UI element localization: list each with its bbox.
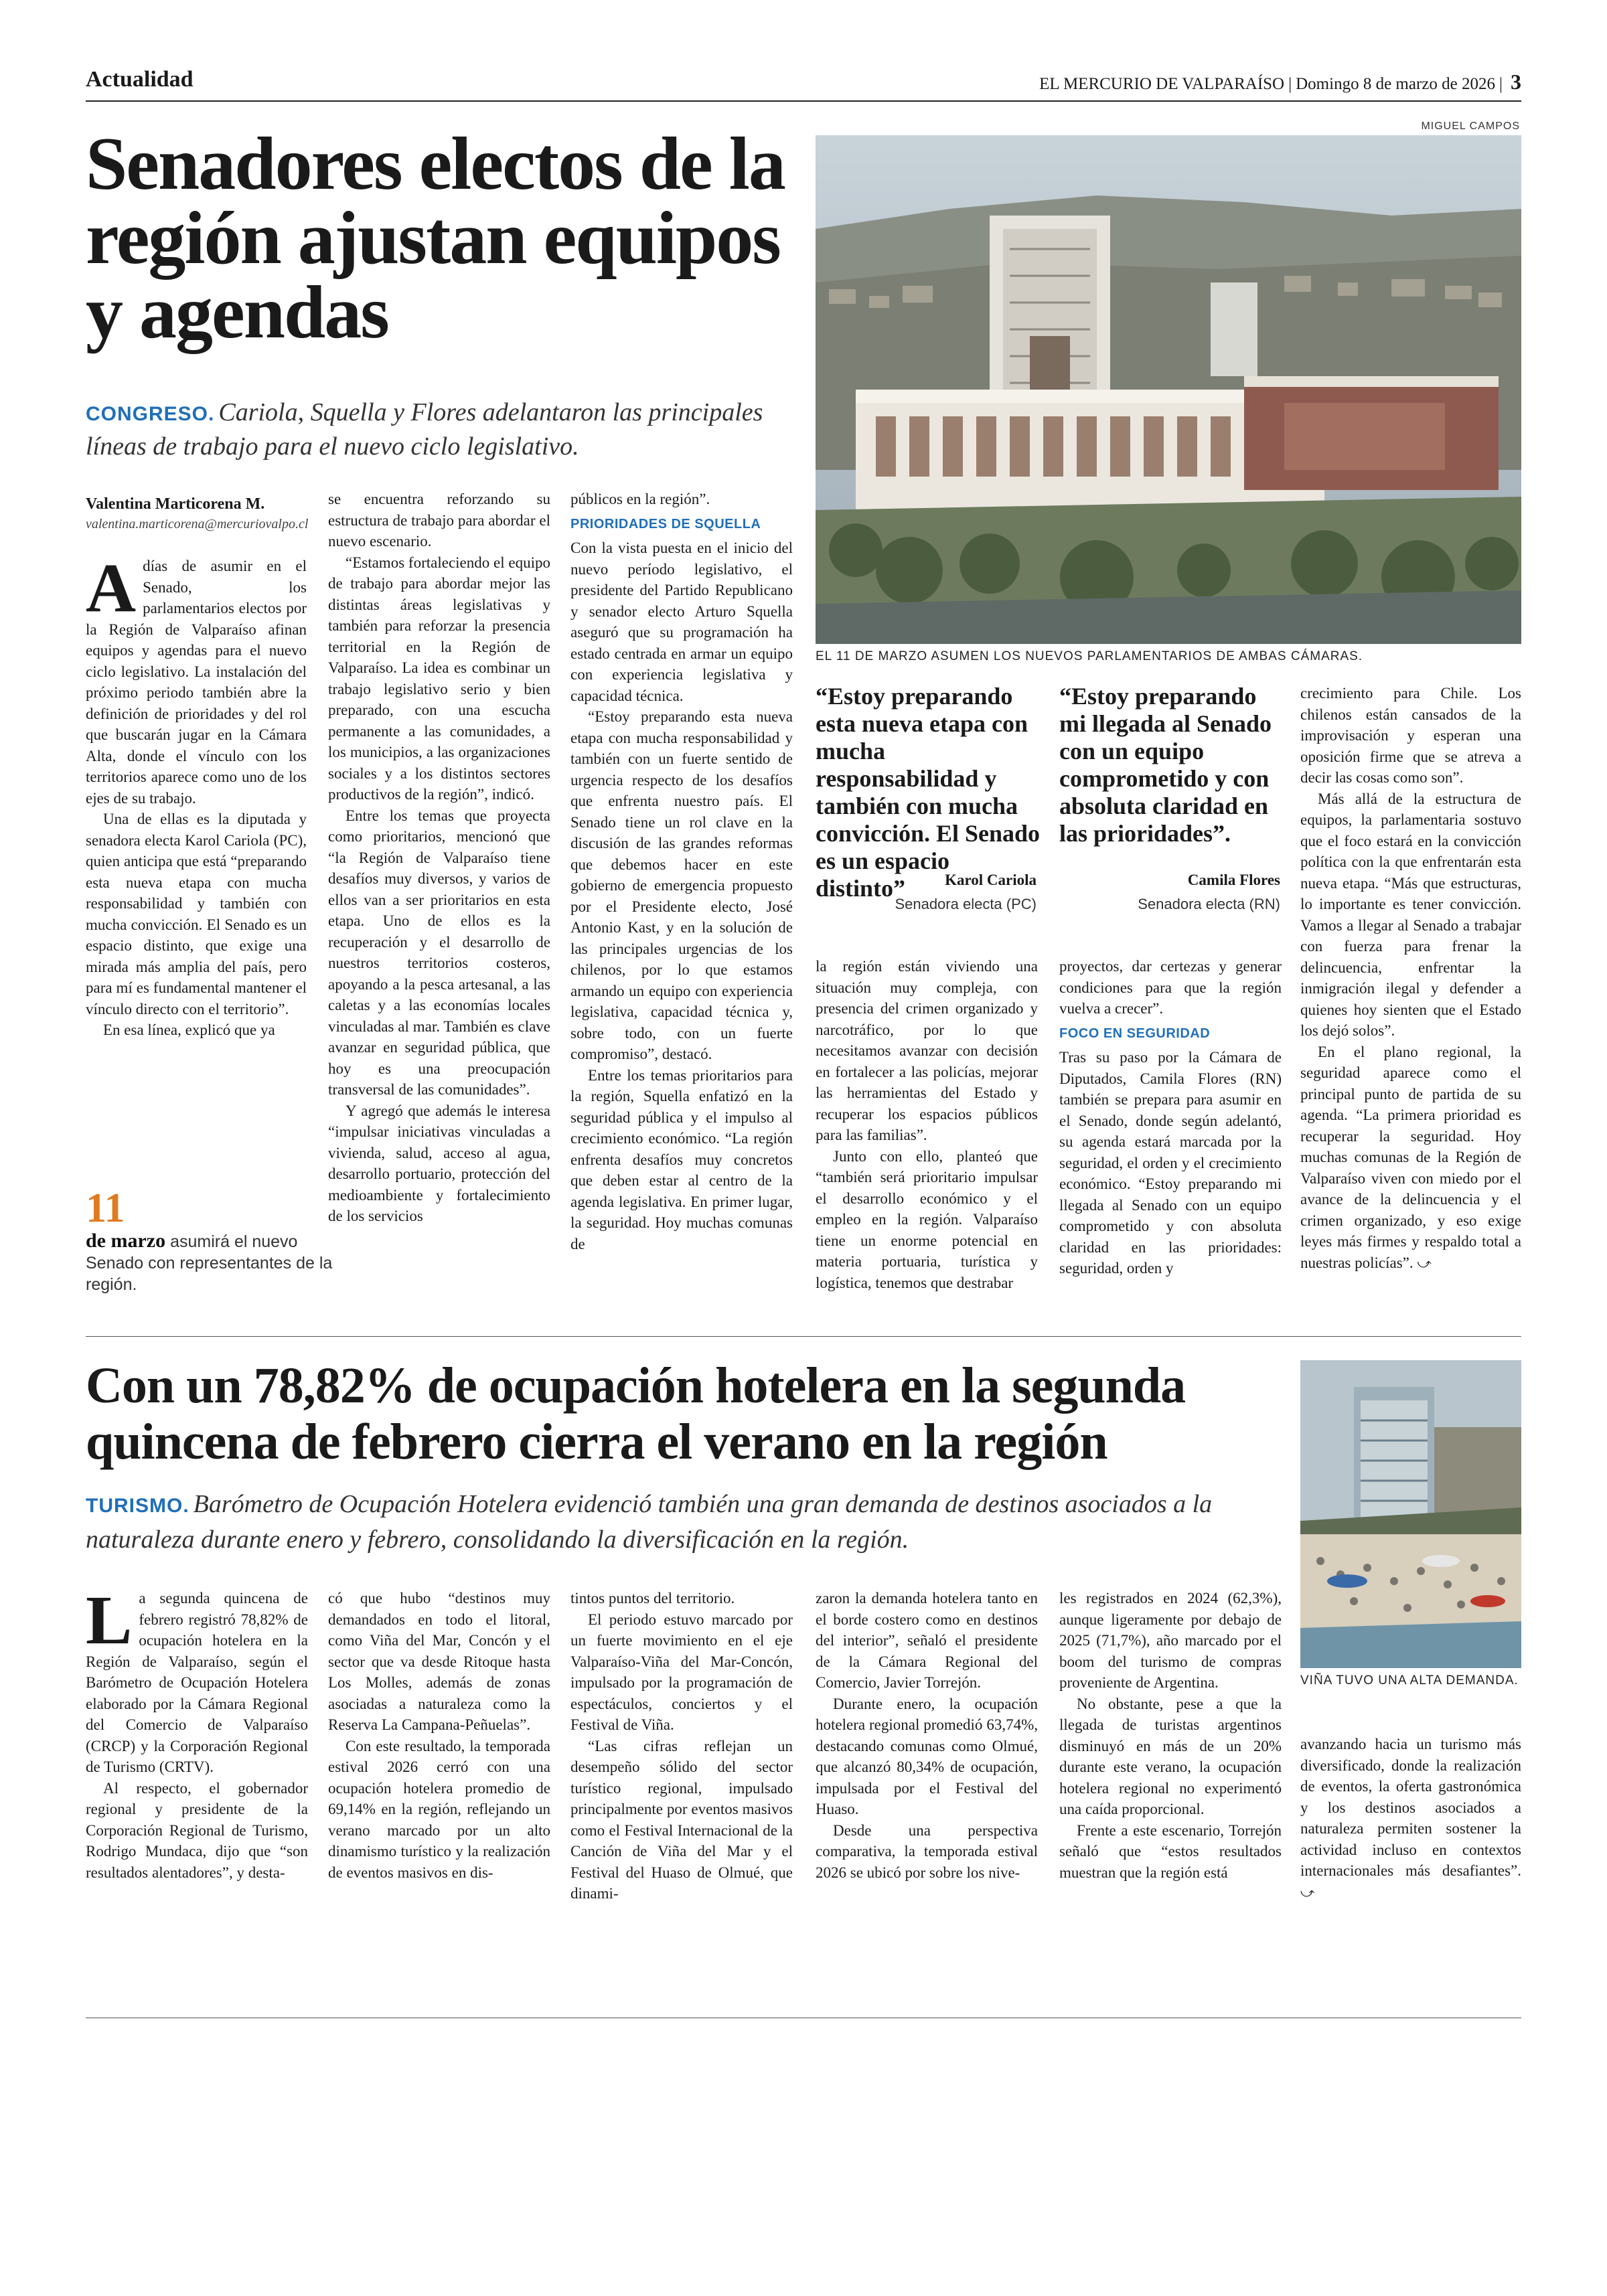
article2-col1-para1	[86, 1582, 308, 1778]
article1-col4-para1: la región están viviendo una situación muy compleja, con presencia del crimen organizado y narcotráfico, por lo que necesitamos avanzar con decisión en fortalecer a las policías, mejorar las herramientas del Estado y recuperar los espacios públicos para las familias”.	[816, 958, 1038, 1143]
article1-col1-para1	[86, 550, 307, 809]
dropcap: A	[86, 550, 137, 627]
quote-cariola-role: Senadora electa (PC)	[895, 896, 1037, 912]
quote-flores-name: Camila Flores	[1187, 872, 1280, 888]
article2-column-6	[1300, 1734, 1521, 1903]
article1-col6-para2: Más allá de la estructura de equipos, la parlamentaria sostuvo que el foco estará en la convicción política con la que enfrentarán esta nueva etapa. “Más que estructuras, lo importante es tener convicción. Vamos a llegar al Senado a trabajar con fuerza para frenar la delincuencia, enfrentar la inmigración ilegal y defender a quienes hoy sienten que el Estado los dejó solos”.	[1300, 790, 1521, 1039]
article1-col2-para4: Y agregó que además le interesa “impulsar iniciativas vinculadas a vivienda, salud, acceso al agua, desarrollo portuario, protección del medioambiente y fortalecimiento de los servicios	[328, 1102, 550, 1224]
article2-col5-para1: les registrados en 2024 (62,3%), aunque ligeramente por debajo de 2025 (71,7%), año marcado por el boom del turismo de compras proveniente de Argentina.	[1059, 1590, 1282, 1691]
article1-col2-para3: Entre los temas que proyecta como prioritarios, mencionó que “la Región de Valparaíso tiene desafíos muy diversos, y varios de ellos van a ser prioritarios en esta etapa. Uno de ellos es la recuperación y el desarrollo de nuestros territorios costeros, apoyando a la pesca artesanal, a las caletas y a las economías locales vinculadas al mar. También es clave avanzar en seguridad pública, que hoy es una preocupación transversal de las comunidades”.	[328, 807, 550, 1098]
article1-col2-para1: se encuentra reforzando su estructura de trabajo para abordar el nuevo escenario.	[328, 491, 550, 550]
article1-headline: Senadores electos de la región ajustan equipos y agendas	[86, 122, 785, 354]
dropcap-l: L	[86, 1582, 133, 1659]
article1-col1-para3: En esa línea, explicó que ya	[103, 1021, 275, 1038]
page-number: 3	[1511, 70, 1521, 94]
article2-photo-caption: VIÑA TUVO UNA ALTA DEMANDA.	[1300, 1673, 1519, 1688]
article2-col5-para3: Frente a este escenario, Torrejón señaló que “estos resultados muestran que la región está	[1059, 1821, 1282, 1881]
article2-col4-para2: Durante enero, la ocupación hotelera regional promedió 63,74%, destacando comunas como Olmué, que alcanzó 80,34% de ocupación, impulsada por el Festival del Huaso.	[816, 1695, 1038, 1817]
article2-column-1	[86, 1582, 308, 1883]
stat-text	[86, 1230, 333, 1295]
article2-col6-para1-text: avanzando hacia un turismo más diversificado, donde la realización de eventos, la oferta gastronómica y los destinos asociados a naturaleza permiten sostener la actividad incluso en contextos internacionales más desafiantes”.	[1300, 1736, 1521, 1879]
article1-col5-para1: proyectos, dar certezas y generar condiciones para que la región vuelva a crecer”.	[1059, 958, 1282, 1017]
article1-col5-para2: Tras su paso por la Cámara de Diputados, Camila Flores (RN) también se prepara para asumir en el Senado, donde según adelantó, su agenda estará marcada por la seguridad, el orden y el crecimiento económico. “Estoy preparando mi llegada al Senado con un equipo comprometido y con absoluta claridad en las prioridades: seguridad, orden y	[1059, 1049, 1282, 1277]
article1-column-5	[1059, 956, 1282, 1279]
issue-date: Domingo 8 de marzo de 2026	[1296, 75, 1495, 93]
quote-cariola-name: Karol Cariola	[945, 872, 1037, 888]
article1-col2-para2: “Estamos fortaleciendo el equipo de trabajo para abordar mejor las distintas áreas legislativas y también para reforzar la presencia territorial en la Región de Valparaíso. La idea es combinar un trabajo legislativo serio y bien preparado, con una escucha permanente a las comunidades, a los municipios, a las organizaciones sociales y a los distintos sectores productivos de la región”, indicó.	[328, 554, 550, 803]
article1-column-4	[816, 956, 1038, 1293]
quote-flores-role: Senadora electa (RN)	[1138, 896, 1280, 912]
article1-col6-para3	[1300, 1042, 1521, 1275]
article-divider	[86, 1336, 1521, 1337]
end-mark-icon: ⤻	[1300, 1884, 1315, 1900]
senate-photo	[816, 135, 1521, 644]
author-name: Valentina Marticorena M.	[86, 495, 265, 513]
stat-body: asumirá el nuevo Senado con representantes de la región.	[86, 1232, 333, 1294]
article2-column-5	[1059, 1588, 1282, 1883]
article1-col3-para3: “Estoy preparando esta nueva etapa con mucha responsabilidad y también con un fuerte sentido de urgencia respecto de los desafíos que enfrenta nuestro país. El Senado tiene un rol clave en la discusión de las grandes reformas que debemos hacer en este gobierno de emergencia propuesto por el Presidente electo, José Antonio Kast, y en la solución de las principales urgencias de los chilenos, por lo que estamos armando un equipo con experiencia legislativa, capacidad técnica y, sobre todo, con un fuerte compromiso”, destacó.	[570, 708, 793, 1062]
article2-headline: Con un 78,82% de ocupación hotelera en la segunda quincena de febrero cierra el verano en la región	[86, 1358, 1186, 1470]
article2-col2-para2: Con este resultado, la temporada estival 2026 cerró con una ocupación hotelera promedio de 69,14% en la región, reflejando un verano marcado por un alto dinamismo turístico y la realización de eventos masivos en dis-	[328, 1737, 550, 1881]
article2-column-3	[570, 1588, 793, 1904]
article2-lead	[86, 1487, 1278, 1556]
masthead: EL MERCURIO DE VALPARAÍSO | Domingo 8 de marzo de 2026 | 3	[1039, 70, 1521, 94]
article1-col3-para2: Con la vista puesta en el inicio del nuevo período legislativo, el presidente del Partido Republicano y senador electo Arturo Squella aseguró que su programación ha estado centrada en armar un equipo con experiencia legislativa y capacidad técnica.	[570, 540, 793, 704]
article2-col6-para1	[1300, 1734, 1521, 1903]
article1-lead-text: Cariola, Squella y Flores adelantaron las principales líneas de trabajo para el nuevo ciclo legislativo.	[86, 398, 763, 461]
article1-lead	[86, 396, 795, 463]
article1-column-1	[86, 550, 307, 1041]
beach-illustration	[1300, 1360, 1521, 1668]
article1-kicker: CONGRESO.	[86, 403, 215, 425]
senate-building-illustration	[816, 135, 1521, 644]
article2-col2-para1: có que hubo “destinos muy demandados en todo el litoral, como Viña del Mar, Concón y el sector que va desde Ritoque hasta Los Molles, además de zonas asociadas a naturaleza como la Reserva La Campana-Peñuelas”.	[328, 1590, 550, 1733]
article2-column-4	[816, 1588, 1038, 1883]
article1-col4-para2: Junto con ello, planteó que “también será prioritario impulsar el desarrollo económico y el empleo en la región. Valparaíso tiene un enorme potencial en materia portuaria, turística y logística, tenemos que destrabar	[816, 1147, 1038, 1291]
article2-col1-para1-text: a segunda quincena de febrero registró 78,82% de ocupación hotelera en la Región de Valparaíso, según el Barómetro de Ocupación Hotelera elaborado por la Cámara Regional del Comercio de Valparaíso (CRCP) y la Corporación Regional de Turismo (CRTV).	[86, 1590, 308, 1775]
vina-beach-photo	[1300, 1360, 1521, 1668]
article2-column-2	[328, 1588, 550, 1883]
article2-col5-para2: No obstante, pese a que la llegada de turistas argentinos disminuyó en más de un 20% durante este verano, la ocupación hotelera regional no experimentó una caída proporcional.	[1059, 1695, 1282, 1817]
quote-cariola: “Estoy preparando esta nueva etapa con mucha responsabilidad y también con mucha convicción. El Senado es un espacio distinto”	[816, 683, 1041, 902]
article1-col3-para1: públicos en la región”.	[570, 491, 710, 507]
article2-col1-para2: Al respecto, el gobernador regional y presidente de la Corporación Regional de Turismo, Rodrigo Mundaca, dijo que “son resultados alentadores”, y desta-	[86, 1779, 308, 1881]
photo-credit: MIGUEL CAMPOS	[1421, 120, 1520, 132]
article2-col3-para2: El periodo estuvo marcado por un fuerte movimiento en el eje Valparaíso-Viña del Mar-Concón, impulsado por la programación de espectáculos, conciertos y el Festival de Viña.	[570, 1611, 793, 1733]
article2-col3-para3: “Las cifras reflejan un desempeño sólido del sector turístico regional, impulsado principalmente por eventos masivos como el Festival Internacional de la Canción de Viña del Mar y el Festival del Huaso de Olmué, que dinami-	[570, 1737, 793, 1902]
article2-lead-text: Barómetro de Ocupación Hotelera evidenció también una gran demanda de destinos asociados a la naturaleza durante enero y febrero, consolidando la diversificación en la región.	[86, 1490, 1213, 1554]
article1-col3-para4: Entre los temas prioritarios para la región, Squella enfatizó en la seguridad pública y el impulso al crecimiento económico. “La región enfrenta desafíos muy concretos que deben estar al centro de la agenda legislativa. En primer lugar, la seguridad. Hoy muchas comunas de	[570, 1066, 793, 1252]
article1-photo-caption: EL 11 DE MARZO ASUMEN LOS NUEVOS PARLAMENTARIOS DE AMBAS CÁMARAS.	[816, 649, 1363, 663]
subhead-seguridad: FOCO EN SEGURIDAD	[1059, 1026, 1211, 1041]
article1-col6-para3-text: En el plano regional, la seguridad aparece como el principal punto de partida de su agenda. “La primera prioridad es recuperar la seguridad. Hoy muchas comunas de la Región de Valparaíso viven con miedo por el avance de la delincuencia y el crimen organizado, y eso exige leyes más firmes y respaldo total a nuestras policías”.	[1300, 1043, 1521, 1271]
article1-column-3	[570, 489, 793, 1254]
stat-bold: de marzo	[86, 1230, 166, 1252]
author-email: valentina.marticorena@mercuriovalpo.cl	[86, 517, 309, 531]
section-name: Actualidad	[86, 67, 194, 92]
article1-col1-para1-text: días de asumir en el Senado, los parlamentarios electos por la Región de Valparaíso afinan equipos y agendas para el nuevo ciclo legislativo. La instalación del próximo periodo también abre la definición de prioridades y del rol que buscarán jugar en la Cámara Alta, donde el vínculo con los territorios aparece como uno de los ejes de su trabajo.	[86, 558, 307, 807]
stat-number: 11	[86, 1185, 125, 1231]
header-rule	[86, 100, 1521, 102]
newspaper-name: EL MERCURIO DE VALPARAÍSO	[1039, 75, 1285, 93]
article2-col3-para1: tintos puntos del territorio.	[570, 1590, 735, 1607]
article1-col6-para1: crecimiento para Chile. Los chilenos están cansados de la improvisación y esperan una oposición firme que se atreva a decir las cosas como son”.	[1300, 685, 1521, 786]
article2-col4-para3: Desde una perspectiva comparativa, la temporada estival 2026 se ubicó por sobre los nive-	[816, 1821, 1038, 1881]
article2-col4-para1: zaron la demanda hotelera tanto en el borde costero como en destinos del interior”, señaló el presidente de la Cámara Regional del Comercio, Javier Torrejón.	[816, 1590, 1038, 1691]
article1-column-6	[1300, 683, 1521, 1274]
quote-flores: “Estoy preparando mi llegada al Senado con un equipo comprometido y con absoluta claridad en las prioridades”.	[1059, 683, 1272, 847]
end-mark-icon: ⤻	[1417, 1254, 1432, 1271]
subhead-squella: PRIORIDADES DE SQUELLA	[570, 516, 761, 531]
article1-column-2	[328, 489, 550, 1227]
article2-kicker: TURISMO.	[86, 1495, 189, 1517]
article1-col1-para2: Una de ellas es la diputada y senadora electa Karol Cariola (PC), quien anticipa que está “preparando esta nueva etapa con mucha responsabilidad y también con mucha convicción. El Senado es un espacio distinto, que exige una mirada más amplia del país, pero para mí es fundamental mantener el vínculo directo con el territorio”.	[86, 811, 307, 1017]
